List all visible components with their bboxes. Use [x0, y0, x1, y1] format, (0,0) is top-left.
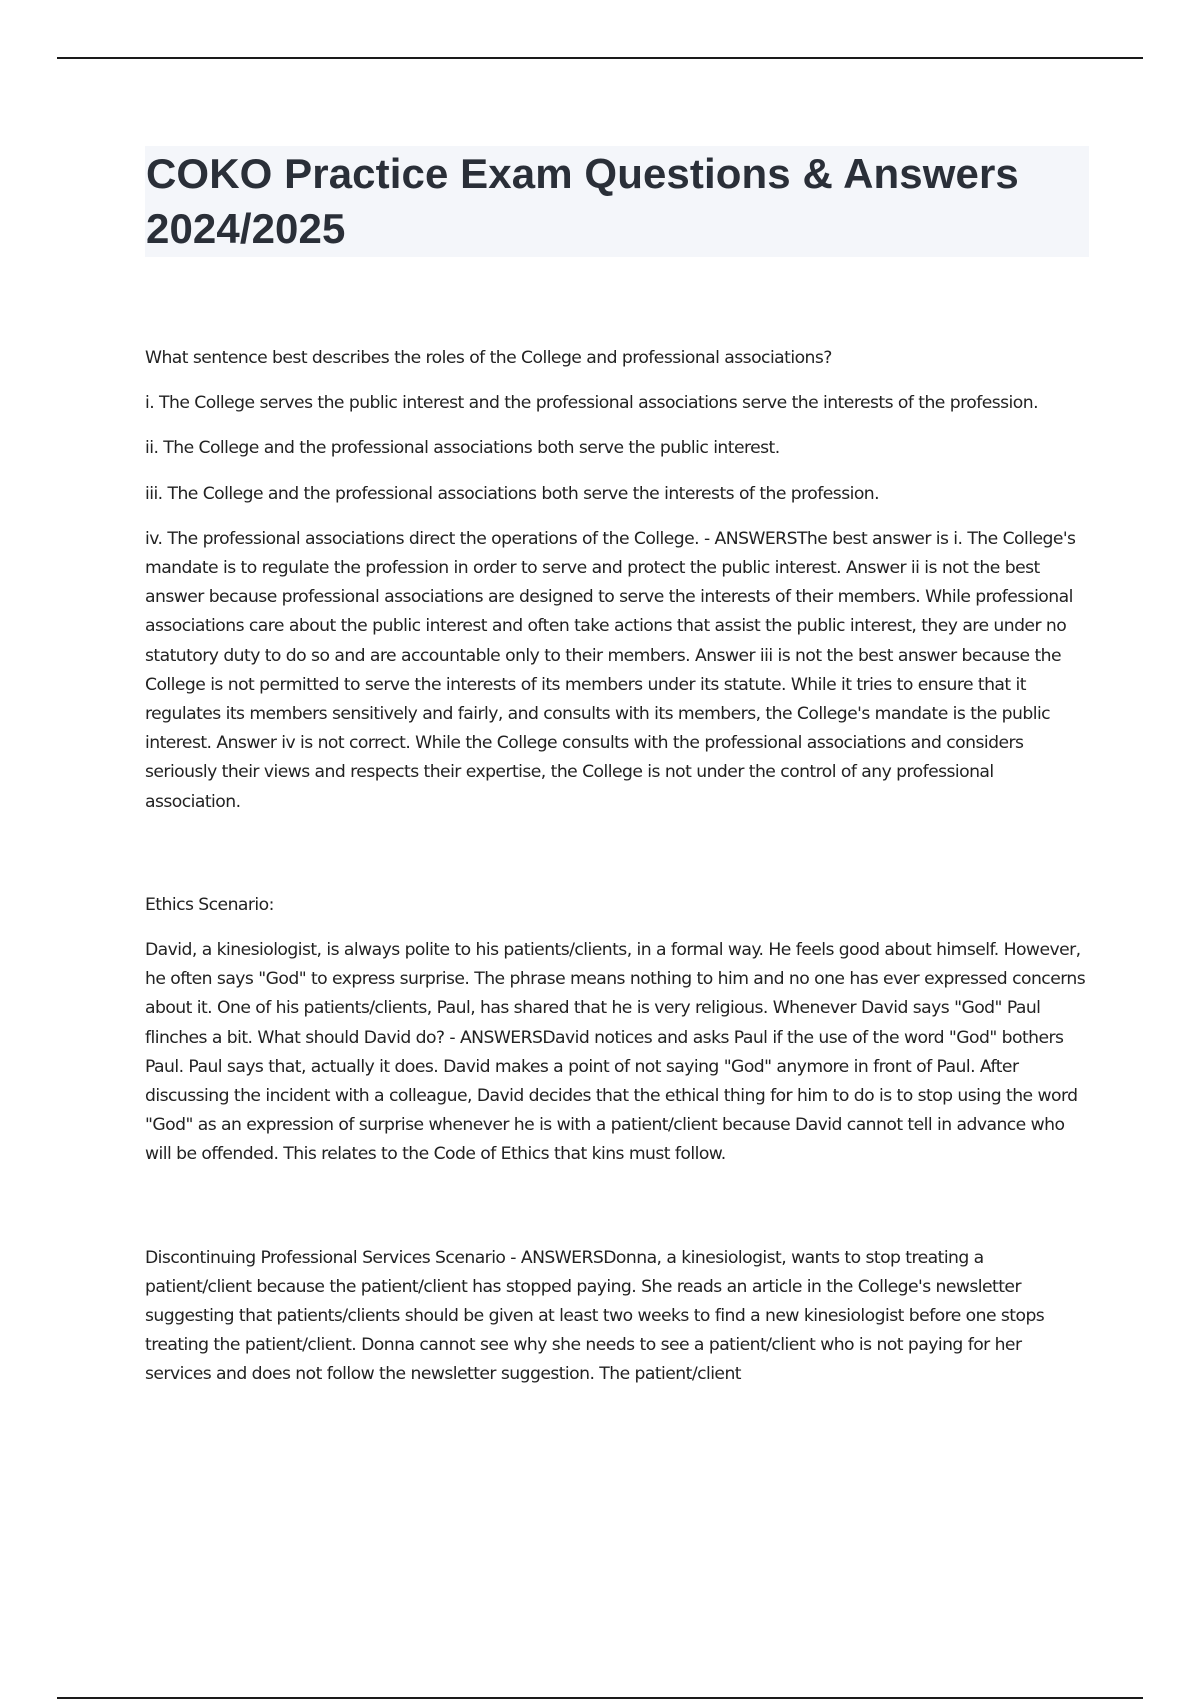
title-banner — [145, 146, 1089, 257]
question-ethics-scenario — [145, 891, 1089, 1170]
section-spacer — [145, 833, 1089, 891]
answer-option-ii: ii. The College and the professional associations both serve the public interest. — [145, 438, 780, 459]
scenario-body: Discontinuing Professional Services Scenario - ANSWERSDonna, a kinesiologist, wants to stop treating a patient/client because the patient/client has stopped paying. She reads an article in the College's newsletter suggesting that patients/clients should be given at least two weeks to find a new kinesiologist before one stops treating the patient/client. Donna cannot see why she needs to see a patient/client who is not paying for her services and does not follow the newsletter suggestion. The patient/client — [145, 1247, 1045, 1385]
scenario-body: David, a kinesiologist, is always polite to his patients/clients, in a formal way. He feels good about himself. However, he often says "God" to express surprise. The phrase means nothing to him and no one has ever expressed concerns about it. One of his patients/clients, Paul, has shared that he is very religious. Whenever David says "God" Paul flinches a bit. What should David do? - ANSWERSDavid notices and asks Paul if the use of the word "God" bothers Paul. Paul says that, actually it does. David makes a point of not saying "God" anymore in front of Paul. After discussing the incident with a colleague, David decides that the ethical thing for him to do is to stop using the word "God" as an expression of surprise whenever he is with a patient/client because David cannot tell in advance who will be offended. This relates to the Code of Ethics that kins must follow. — [145, 940, 1086, 1165]
answer-option-iv-with-explanation: iv. The professional associations direct the operations of the College. - ANSWERSThe best answer is i. The College's mandate is to regulate the profession in order to serve and protect the public interest. Answer ii is not the best answer because professional associations are designed to serve the interests of their members. While professional associations care about the public interest and often take actions that assist the public interest, they are under no statutory duty to do so and are accountable only to their members. Answer iii is not the best answer because the College is not permitted to serve the interests of its members under its statute. While it tries to ensure that it regulates its members sensitively and fairly, and consults with its members, the College's mandate is the public interest. Answer iv is not correct. While the College consults with the professional associations and considers seriously their views and respects their expertise, the College is not under the control of any professional association. — [145, 528, 1076, 812]
answer-option-i: i. The College serves the public interest and the professional associations serve the interests of the profession. — [145, 393, 1038, 414]
document-body — [145, 344, 1089, 1406]
answer-option-iii: iii. The College and the professional associations both serve the interests of the profession. — [145, 483, 880, 504]
top-rule — [57, 57, 1143, 59]
section-spacer — [145, 1186, 1089, 1244]
page-title: COKO Practice Exam Questions & Answers 2024/2025 — [146, 150, 1019, 252]
scenario-heading: Ethics Scenario: — [145, 894, 274, 915]
question-prompt: What sentence best describes the roles of the College and professional associations? — [145, 348, 832, 368]
bottom-rule — [57, 1697, 1143, 1699]
question-roles-of-college — [145, 344, 1089, 817]
question-discontinuing-services — [145, 1244, 1089, 1390]
